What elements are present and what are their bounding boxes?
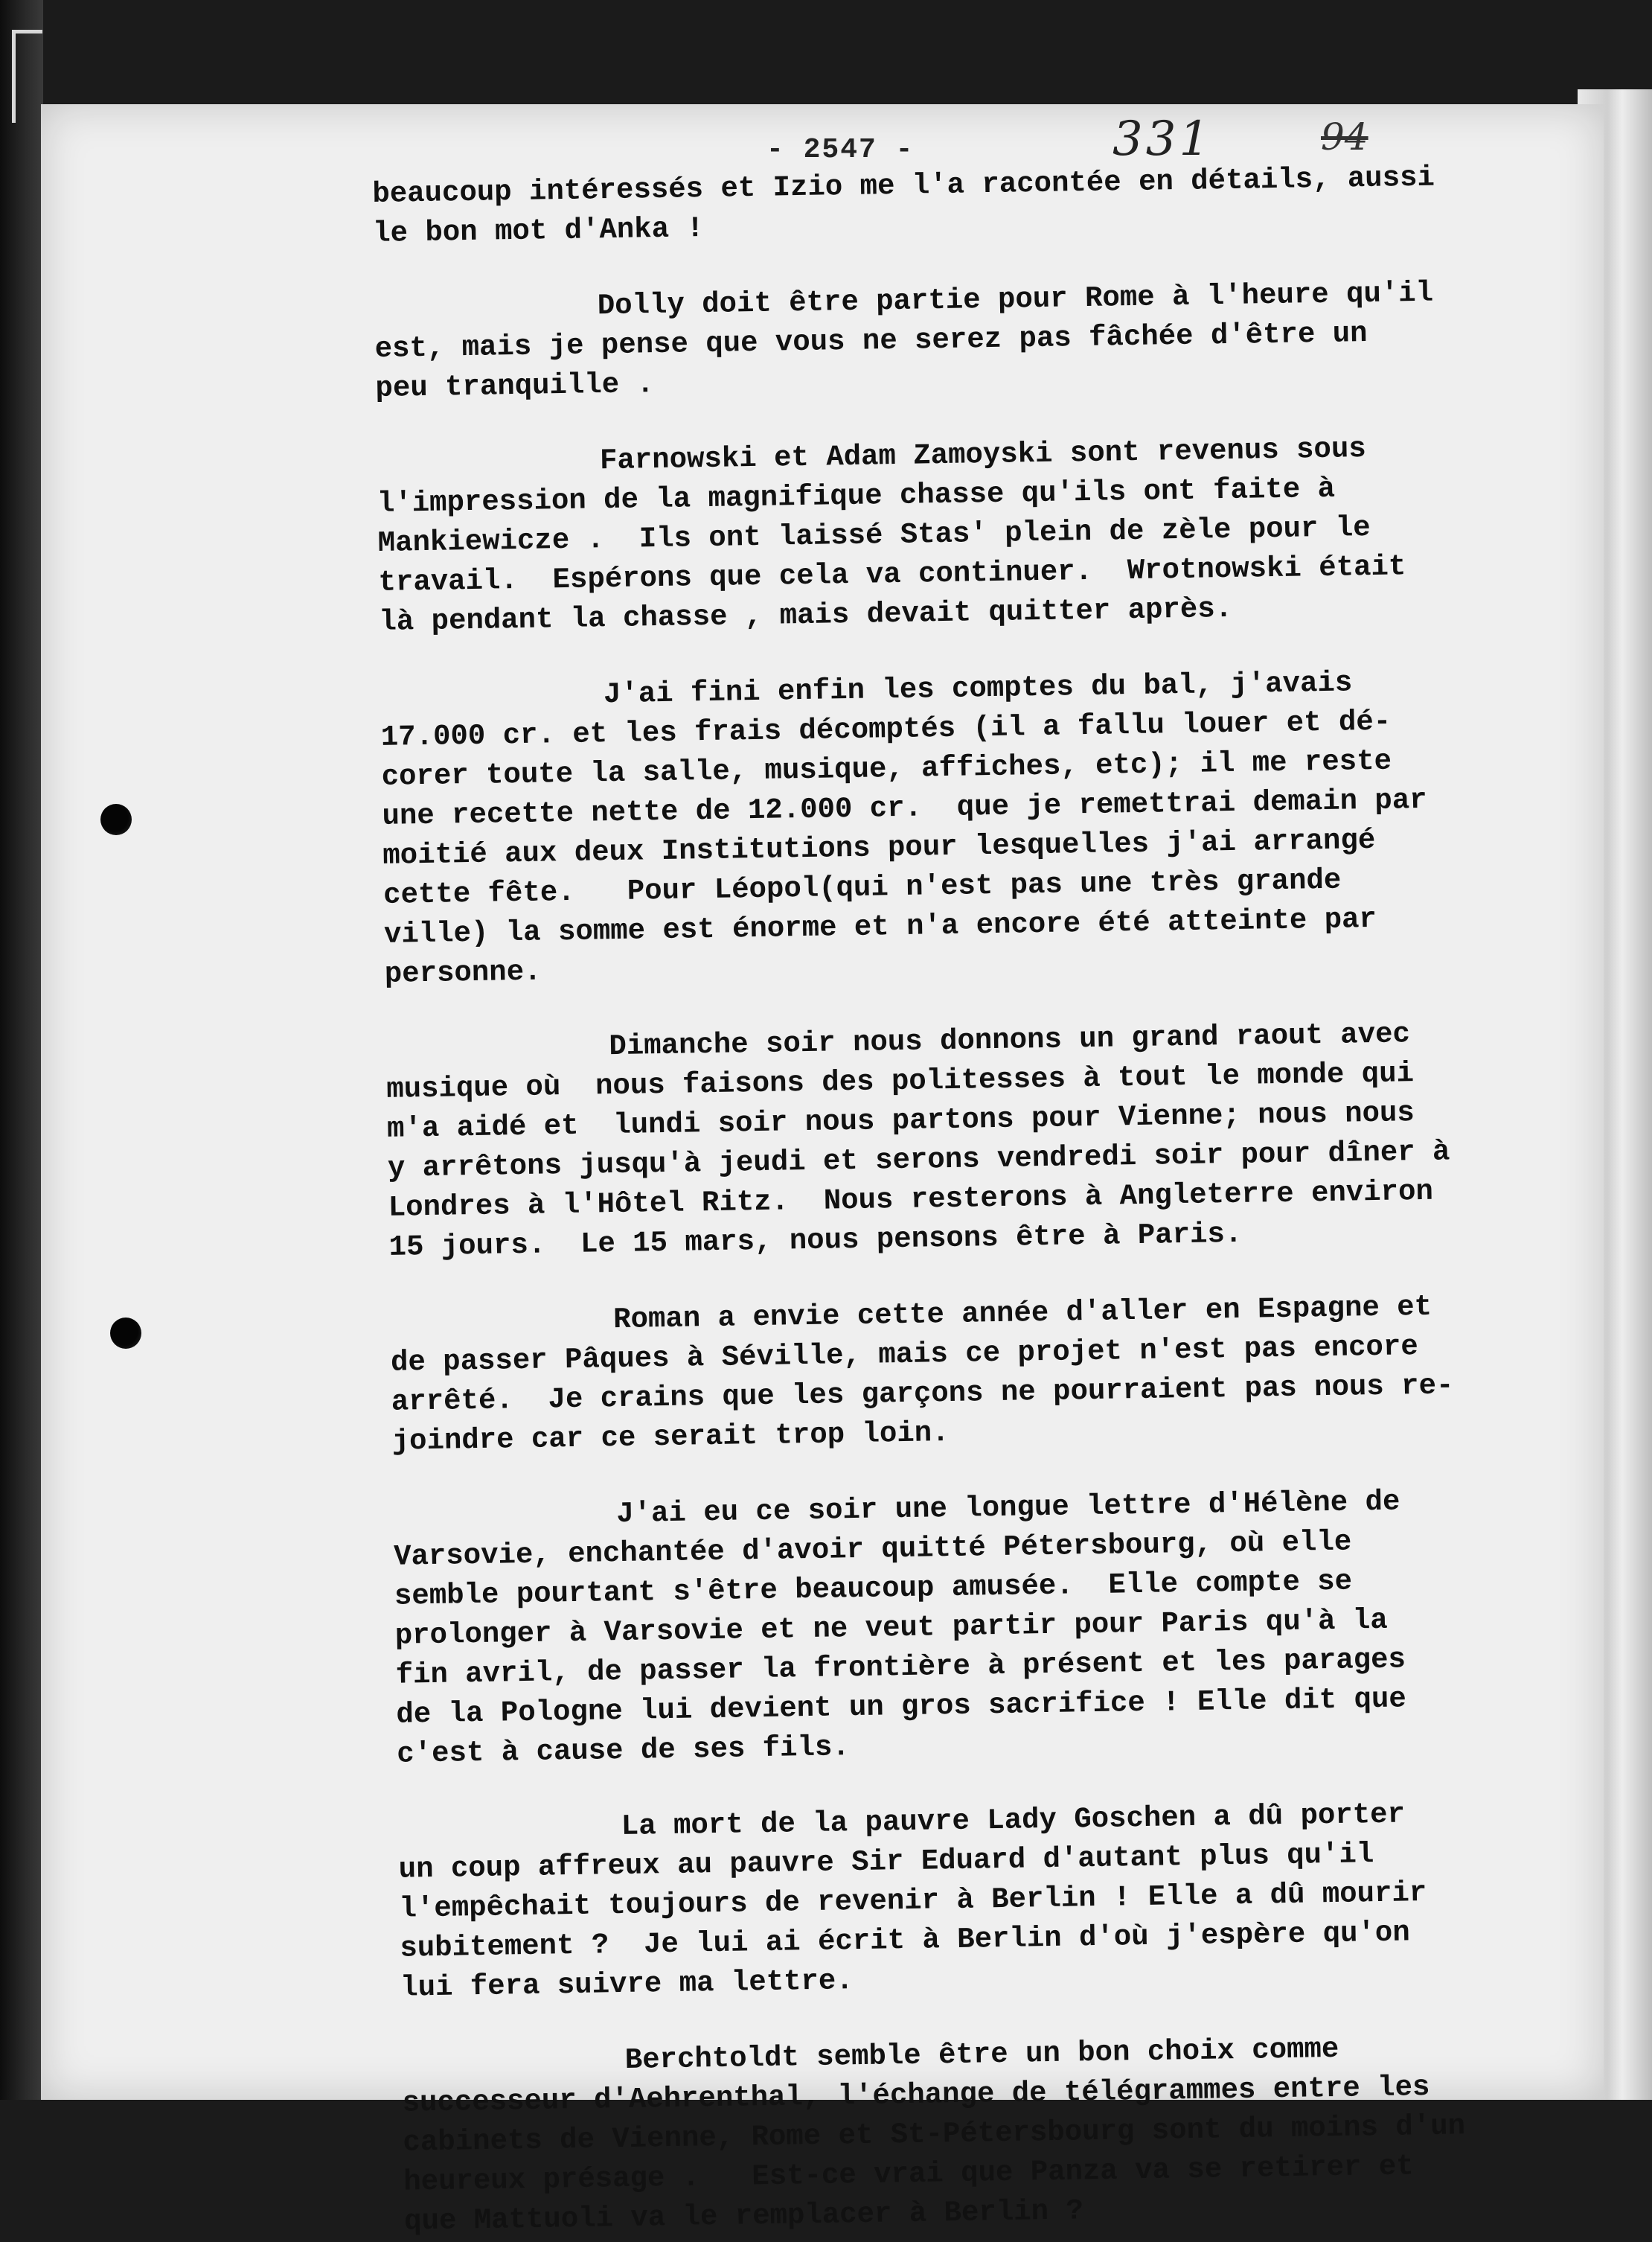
paragraph [377, 427, 1570, 642]
text-line: 17.000 cr. et les frais décomptés (il a fallu louer et dé- [380, 705, 1392, 754]
punch-hole [110, 1318, 141, 1349]
text-line: corer toute la salle, musique, affiches, etc); il me reste [381, 744, 1392, 793]
text-line: c'est à cause de ses fils. [396, 1731, 851, 1771]
text-line: un coup affreux au pauvre Sir Eduard d'autant plus qu'il [398, 1838, 1374, 1886]
text-line: là pendant la chasse , mais devait quitter après. [379, 592, 1233, 639]
text-line: moitié aux deux Institutions pour lesquelles j'ai arrangé [382, 823, 1376, 872]
text-line: Varsovie, enchantée d'avoir quitté Pétersbourg, où elle [393, 1525, 1352, 1574]
paragraph [390, 1286, 1583, 1462]
paragraph [401, 2026, 1595, 2242]
letter-body [372, 156, 1595, 2242]
text-line: joindre car ce serait trop loin. [391, 1417, 950, 1458]
text-line: beaucoup intéressés et Izio me l'a racontée en détails, aussi [372, 161, 1435, 211]
text-line: 15 jours. Le 15 mars, nous pensons être à Paris. [388, 1217, 1243, 1264]
text-line: cette fête. Pour Léopol(qui n'est pas une très grande [382, 863, 1342, 912]
text-line: Dolly doit être partie pour Rome à l'heure qu'il [597, 276, 1434, 323]
text-line: le bon mot d'Anka ! [372, 212, 705, 250]
text-line: l'impression de la magnifique chasse qu'ils ont faite à [377, 472, 1336, 520]
text-line: une recette nette de 12.000 cr. que je remettrai demain par [382, 783, 1427, 833]
paragraph [385, 1012, 1580, 1268]
text-line: ville) la somme est énorme et n'a encore été atteinte par [383, 902, 1377, 951]
text-line: Dimanche soir nous donnons un grand raout avec [609, 1018, 1411, 1064]
text-line: heureux présage . Est-ce vrai que Panza va se retirer et [403, 2150, 1414, 2199]
text-line: Berchtoldt semble être un bon choix comme [624, 2032, 1339, 2077]
text-line: lui fera suivre ma lettre. [400, 1964, 854, 2005]
text-line: cabinets de Vienne, Rome et St-Pétersbourg sont du moins d'un [403, 2110, 1466, 2159]
paragraph [398, 1792, 1592, 2008]
text-line: arrêté. Je crains que les garçons ne pourraient pas nous re- [391, 1369, 1454, 1419]
text-line: J'ai eu ce soir une longue lettre d'Hélène de [615, 1485, 1400, 1531]
text-line: subitement ? Je lui ai écrit à Berlin d'où j'espère qu'on [400, 1916, 1411, 1965]
text-line: m'a aidé et lundi soir nous partons pour Vienne; nous nous [386, 1096, 1415, 1146]
scanner-bracket-mark [12, 30, 42, 123]
text-line: successeur d'Aehrenthal, l'échange de télégrammes entre les [402, 2070, 1430, 2120]
handwritten-archive-number: 331 [1112, 112, 1213, 167]
paragraph [393, 1480, 1588, 1775]
text-line: que Mattuoli va le remplacer à Berlin ? [403, 2194, 1084, 2238]
text-line: de passer Pâques à Séville, mais ce projet n'est pas encore [390, 1330, 1419, 1379]
text-line: prolonger à Varsovie et ne veut partir pour Paris qu'à la [394, 1603, 1389, 1652]
scan-border [0, 0, 43, 2100]
text-line: Londres à l'Hôtel Ritz. Nous resterons à Angleterre environ [388, 1175, 1434, 1224]
text-line: est, mais je pense que vous ne serez pas fâchée d'être un [374, 317, 1368, 365]
paragraph [380, 660, 1575, 994]
text-line: travail. Espérons que cela va continuer. Wrotnowski était [378, 550, 1406, 599]
text-line: Farnowski et Adam Zamoyski sont revenus sous [599, 432, 1367, 478]
page-number: - 2547 - [766, 134, 915, 166]
paragraph [374, 272, 1566, 409]
text-line: de la Pologne lui devient un gros sacrifice ! Elle dit que [396, 1682, 1407, 1731]
text-line: musique où nous faisons des politesses à tout le monde qui [385, 1057, 1415, 1106]
text-line: Roman a envie cette année d'aller en Espagne et [612, 1290, 1432, 1337]
text-line: semble pourtant s'être beaucoup amusée. Elle compte se [394, 1565, 1353, 1613]
text-line: fin avril, de passer la frontière à présent et les parages [395, 1643, 1406, 1692]
text-line: J'ai fini enfin les comptes du bal, j'avais [603, 666, 1353, 712]
struck-through-number: 94 [1321, 115, 1368, 159]
text-line: Mankiewicze . Ils ont laissé Stas' plein de zèle pour le [377, 511, 1371, 560]
text-line: peu tranquille . [375, 368, 655, 405]
text-line: La mort de la pauvre Lady Goschen a dû porter [621, 1798, 1406, 1844]
punch-hole [100, 804, 132, 835]
text-line: y arrêtons jusqu'à jeudi et serons vendredi soir pour dîner à [387, 1135, 1450, 1185]
text-line: personne. [384, 955, 542, 991]
text-line: l'empêchait toujours de revenir à Berlin ! Elle a dû mourir [399, 1877, 1427, 1926]
